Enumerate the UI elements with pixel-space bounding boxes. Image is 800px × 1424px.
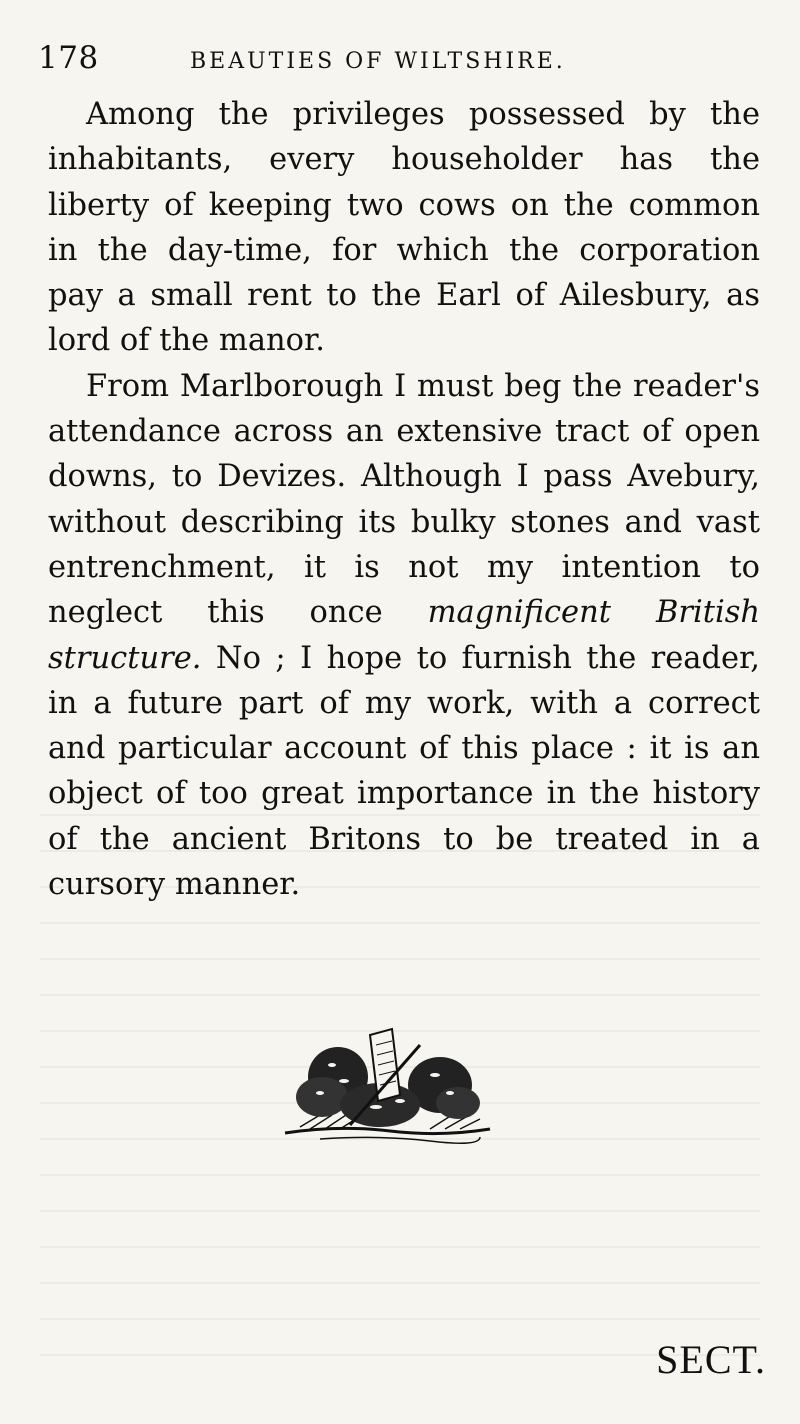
catchword: SECT. (656, 1337, 766, 1382)
page-header (38, 40, 760, 80)
paragraph-2-italic-phrase: magnificent British structure. (48, 595, 760, 676)
engraved-vignette-icon (280, 1015, 495, 1150)
paragraph-2-part-2: No ; I hope to furnish the reader, in a future part of my work, with a correct and particular account of this place : it is an object of too great importance in the history of the ancient Britons to be treated in a cursory manner. (48, 640, 760, 903)
body-text (48, 92, 760, 907)
paragraph-2 (48, 364, 760, 908)
paragraph-2-part-1: From Marlborough I must beg the reader's attendance across an extensive tract of open downs, to Devizes. Although I pass Avebury, without describing its bulky stones and vast entrenchment, it is not my intention to neglect this once (48, 368, 760, 631)
running-head: BEAUTIES OF WILTSHIRE. (190, 49, 566, 74)
paragraph-1: Among the privileges possessed by the inhabitants, every householder has the liberty of keeping two cows on the common in the day-time, for which the corporation pay a small rent to the Earl of Ailesbury, as lord of the manor. (48, 97, 760, 359)
page-number: 178 (38, 40, 99, 76)
